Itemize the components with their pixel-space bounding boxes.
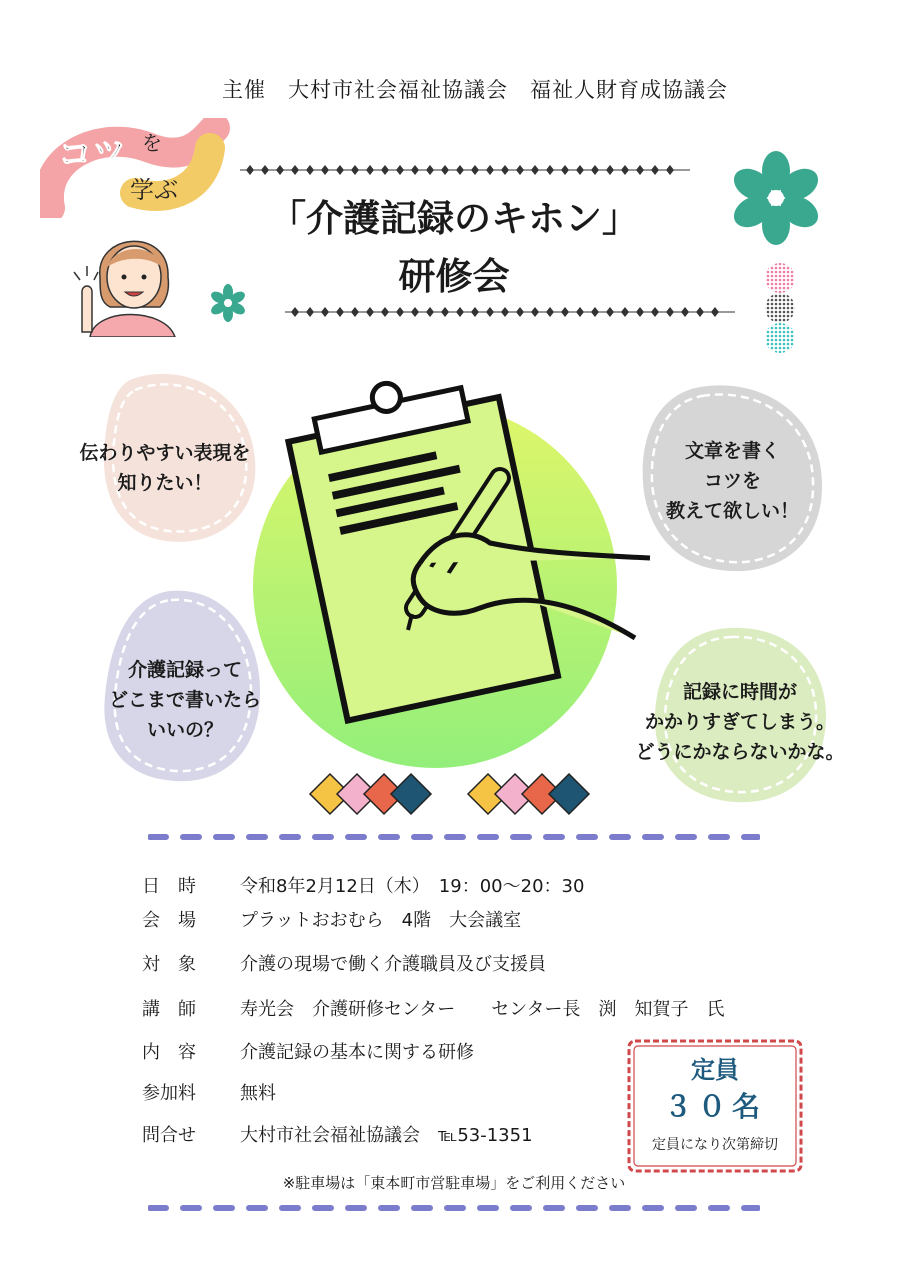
divider-diamond	[366, 307, 374, 317]
divider-diamond	[396, 307, 404, 317]
detail-value: プラットおおむら 4階 大会議室	[240, 910, 522, 931]
detail-target	[142, 950, 546, 976]
divider-diamond	[696, 307, 704, 317]
divider-diamond	[306, 307, 314, 317]
divider-diamond	[576, 307, 584, 317]
bubble-top-left-text: 伝わりやすい表現を 知りたい！	[79, 442, 251, 494]
divider-diamond	[501, 165, 509, 175]
divider-diamond	[561, 307, 569, 317]
divider-diamond	[336, 165, 344, 175]
detail-value: 介護記録の基本に関する研修	[240, 1042, 474, 1063]
divider-diamond	[606, 165, 614, 175]
bubble-bottom-left-text: 介護記録って どこまで書いたら いいの？	[108, 659, 261, 741]
divider-diamond	[276, 165, 284, 175]
divider-diamond	[531, 165, 539, 175]
divider-diamond	[441, 307, 449, 317]
detail-value: 無料	[240, 1083, 276, 1104]
detail-label: 会 場	[142, 910, 196, 931]
clipboard-illustration	[240, 368, 660, 768]
capacity-number: ３０名	[663, 1090, 766, 1123]
detail-value: 介護の現場で働く介護職員及び支援員	[240, 954, 546, 975]
divider-diamond	[546, 165, 554, 175]
detail-label: 対 象	[142, 954, 196, 975]
divider-diamond	[516, 165, 524, 175]
divider-diamond	[576, 165, 584, 175]
detail-fee	[142, 1079, 276, 1105]
title-bottom-divider	[285, 305, 735, 319]
divider-diamond	[486, 307, 494, 317]
detail-datetime	[142, 872, 584, 898]
divider-diamond	[621, 307, 629, 317]
event-title: 「介護記録のキホン」	[269, 197, 639, 240]
capacity-title: 定員	[691, 1056, 739, 1084]
diamond-decoration	[305, 770, 605, 820]
divider-diamond	[606, 307, 614, 317]
divider-diamond	[681, 307, 689, 317]
divider-diamond	[306, 165, 314, 175]
divider-diamond	[591, 165, 599, 175]
divider-diamond	[711, 307, 719, 317]
detail-label: 日 時	[142, 876, 196, 897]
divider-diamond	[291, 307, 299, 317]
divider-diamond	[621, 165, 629, 175]
organizer-line: 主催 大村市社会福祉協議会 福祉人財育成協議会	[222, 78, 728, 102]
divider-diamond	[651, 165, 659, 175]
badge-kotsu-text: コツ	[58, 135, 126, 175]
divider-diamond	[411, 307, 419, 317]
dashed-divider-bottom	[148, 1203, 760, 1213]
divider-diamond	[471, 165, 479, 175]
event-subtitle: 研修会	[398, 255, 510, 298]
dashed-divider-top	[148, 832, 760, 842]
divider-diamond	[261, 165, 269, 175]
title-top-divider	[240, 163, 690, 177]
divider-diamond	[486, 165, 494, 175]
detail-value: 大村市社会福祉協議会 ℡53-1351	[240, 1125, 533, 1146]
detail-value: 令和8年2月12日（木） 19：00～20：30	[240, 876, 585, 897]
divider-diamond	[351, 307, 359, 317]
divider-diamond	[456, 165, 464, 175]
divider-diamond	[291, 165, 299, 175]
divider-diamond	[666, 165, 674, 175]
divider-diamond	[546, 307, 554, 317]
divider-diamond	[501, 307, 509, 317]
divider-diamond	[516, 307, 524, 317]
bubble-top-right-text: 文章を書く コツを 教えて欲しい！	[665, 440, 799, 522]
detail-lecturer	[142, 995, 725, 1021]
divider-diamond	[246, 165, 254, 175]
detail-value: 寿光会 介護研修センター センター長 渕 知賀子 氏	[240, 999, 725, 1020]
divider-diamond	[396, 165, 404, 175]
detail-content	[142, 1038, 474, 1064]
divider-diamond	[426, 165, 434, 175]
divider-diamond	[321, 307, 329, 317]
detail-label: 問合せ	[142, 1125, 196, 1146]
divider-diamond	[411, 165, 419, 175]
detail-label: 参加料	[142, 1083, 196, 1104]
parking-note: ※駐車場は「東本町市営駐車場」をご利用ください	[282, 1174, 626, 1192]
bubble-bottom-right-text: 記録に時間が かかりすぎてしまう。 どうにかならないかな。	[635, 681, 845, 763]
divider-diamond	[426, 307, 434, 317]
detail-contact	[142, 1121, 533, 1147]
divider-diamond	[351, 165, 359, 175]
badge-wo-text: を	[142, 131, 162, 155]
divider-diamond	[456, 307, 464, 317]
divider-diamond	[336, 307, 344, 317]
detail-label: 内 容	[142, 1042, 196, 1063]
divider-diamond	[321, 165, 329, 175]
detail-label: 講 師	[142, 999, 196, 1020]
divider-diamond	[666, 307, 674, 317]
divider-diamond	[636, 165, 644, 175]
divider-diamond	[381, 307, 389, 317]
divider-diamond	[636, 307, 644, 317]
divider-diamond	[591, 307, 599, 317]
divider-diamond	[471, 307, 479, 317]
detail-venue	[142, 906, 521, 932]
divider-diamond	[366, 165, 374, 175]
capacity-note: 定員になり次第締切	[652, 1137, 778, 1153]
divider-diamond	[561, 165, 569, 175]
divider-diamond	[531, 307, 539, 317]
badge-manabu-text: 学ぶ	[130, 176, 178, 204]
divider-diamond	[651, 307, 659, 317]
divider-diamond	[381, 165, 389, 175]
divider-diamond	[441, 165, 449, 175]
